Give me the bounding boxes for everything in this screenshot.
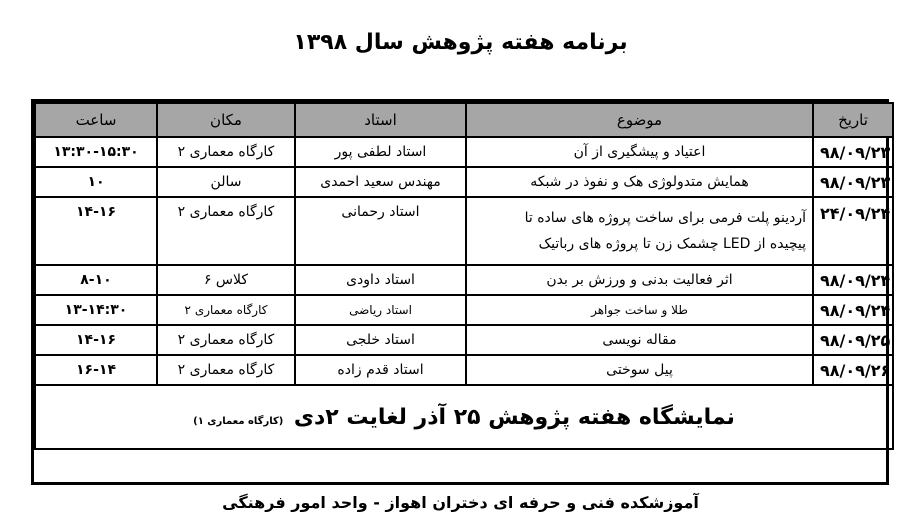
teacher-cell: مهندس سعید احمدی — [295, 167, 466, 197]
header-subject: موضوع — [466, 103, 813, 137]
subject-cell: پیل سوختی — [466, 355, 813, 385]
table-row — [35, 325, 893, 355]
teacher-cell: استاد قدم زاده — [295, 355, 466, 385]
table-row — [35, 137, 893, 167]
subject-cell: اثر فعالیت بدنی و ورزش بر بدن — [466, 265, 813, 295]
teacher-cell: استاد خلجی — [295, 325, 466, 355]
time-cell: ۱۳:۳۰-۱۵:۳۰ — [35, 137, 157, 167]
table-row — [35, 355, 893, 385]
teacher-cell: استاد داودی — [295, 265, 466, 295]
time-cell: ۱۴-۱۶ — [35, 197, 157, 265]
subject-line: آردینو پلت فرمی برای ساخت پروژه های ساده تا — [524, 210, 806, 226]
subject-cell: همایش متدولوژی هک و نفوذ در شبکه — [466, 167, 813, 197]
subject-cell: اعتیاد و پیشگیری از آن — [466, 137, 813, 167]
header-time: ساعت — [35, 103, 157, 137]
schedule-table — [34, 102, 894, 450]
exhibition-text: نمایشگاه هفته پژوهش ۲۵ آذر لغایت ۲دی — [293, 404, 735, 430]
subject-cell — [466, 197, 813, 265]
time-cell: ۱۰ — [35, 167, 157, 197]
date-cell: ۹۸/۰۹/۲۶ — [813, 355, 893, 385]
teacher-cell: استاد ریاضی — [295, 295, 466, 325]
exhibition-cell — [35, 385, 893, 449]
teacher-cell: استاد لطفی پور — [295, 137, 466, 167]
place-cell: کارگاه معماری ۲ — [157, 197, 295, 265]
place-cell: کارگاه معماری ۲ — [157, 355, 295, 385]
place-cell: کارگاه معماری ۲ — [157, 295, 295, 325]
table-row — [35, 295, 893, 325]
header-date: تاریخ — [813, 103, 893, 137]
date-cell: ۹۸/۰۹/۲۴ — [813, 295, 893, 325]
place-cell: کارگاه معماری ۲ — [157, 137, 295, 167]
page-title: برنامه هفته پژوهش سال ۱۳۹۸ — [293, 30, 628, 55]
table-row — [35, 197, 893, 265]
date-cell: ۲۴/۰۹/۲۴ — [813, 197, 893, 265]
time-cell: ۱۴-۱۶ — [35, 325, 157, 355]
date-cell: ۹۸/۰۹/۲۳ — [813, 137, 893, 167]
schedule-table-frame — [31, 99, 889, 485]
time-cell: ۱۳-۱۴:۳۰ — [35, 295, 157, 325]
exhibition-note: (کارگاه معماری ۱) — [193, 415, 284, 427]
teacher-cell: استاد رحمانی — [295, 197, 466, 265]
exhibition-row — [35, 385, 893, 449]
subject-cell: طلا و ساخت جواهر — [466, 295, 813, 325]
place-cell: کلاس ۶ — [157, 265, 295, 295]
time-cell: ۱۶-۱۴ — [35, 355, 157, 385]
date-cell: ۹۸/۰۹/۲۴ — [813, 265, 893, 295]
header-teacher: استاد — [295, 103, 466, 137]
date-cell: ۹۸/۰۹/۲۵ — [813, 325, 893, 355]
place-cell: کارگاه معماری ۲ — [157, 325, 295, 355]
date-cell: ۹۸/۰۹/۲۳ — [813, 167, 893, 197]
subject-cell: مقاله نویسی — [466, 325, 813, 355]
table-row — [35, 265, 893, 295]
place-cell: سالن — [157, 167, 295, 197]
subject-line: پیچیده از LED چشمک زن تا پروژه های رباتیک — [538, 236, 806, 252]
header-place: مکان — [157, 103, 295, 137]
time-cell: ۸-۱۰ — [35, 265, 157, 295]
table-row — [35, 167, 893, 197]
footer-text: آموزشکده فنی و حرفه ای دختران اهواز - واحد امور فرهنگی — [222, 493, 699, 512]
table-header-row — [35, 103, 893, 137]
